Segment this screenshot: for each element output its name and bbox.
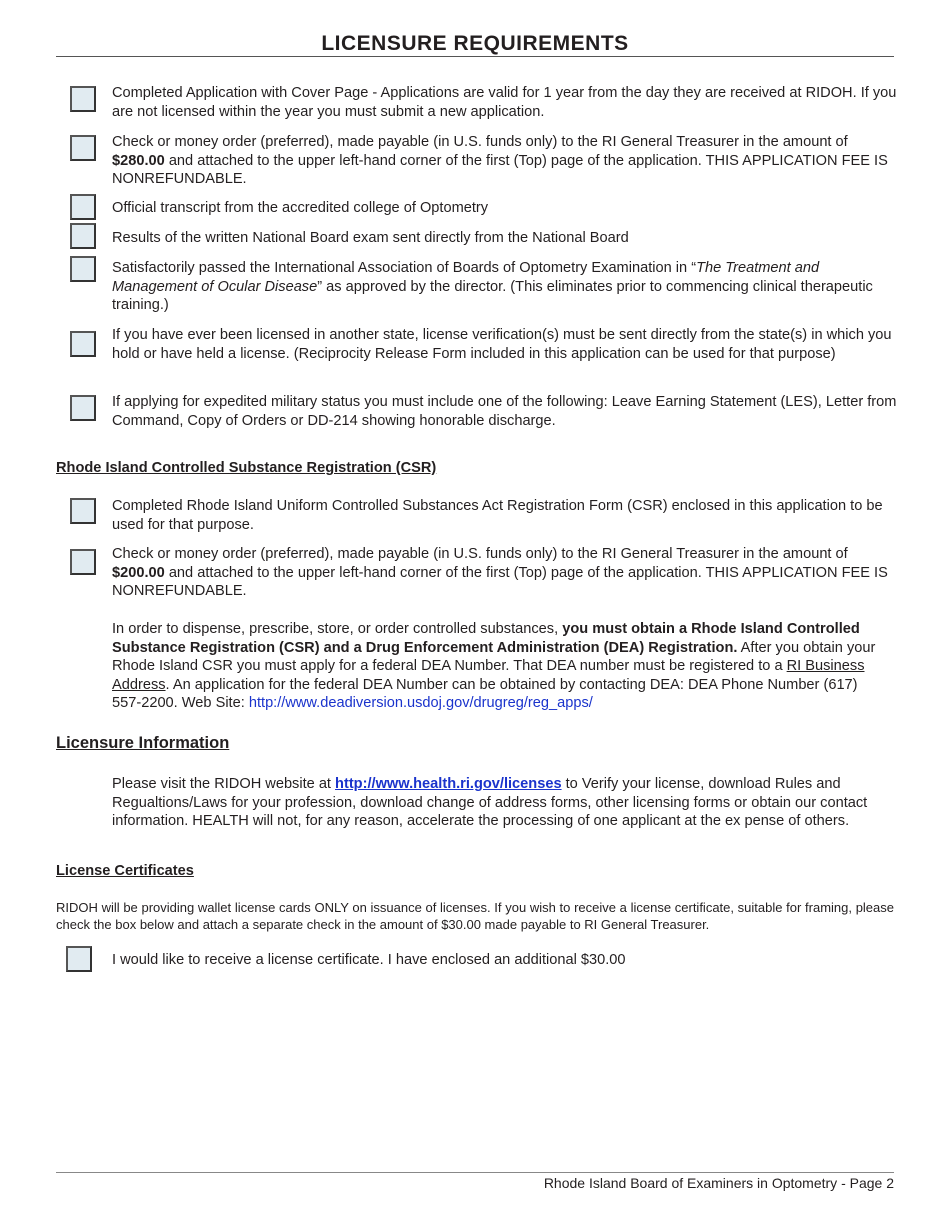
license-certificate-label: I would like to receive a license certificate. I have enclosed an additional $30.00 — [112, 952, 626, 968]
checkbox-application-fee[interactable] — [70, 135, 96, 161]
requirement-military-status: If applying for expedited military status you must include one of the following: Leave Earning Statement (LES), Letter from Command, Copy of Orders or DD-214 showing honorable discharge. — [112, 394, 897, 429]
checkbox-iab-exam[interactable] — [70, 256, 96, 282]
requirement-transcript: Official transcript from the accredited college of Optometry — [112, 200, 489, 216]
requirement-application: Completed Application with Cover Page - Applications are valid for 1 year from the day they are received at RIDOH. If you are not licensed within the year you must submit a new application. — [112, 85, 897, 120]
csr-requirement-fee: Check or money order (preferred), made payable (in U.S. funds only) to the RI General Treasurer in the amount of $200.00 and attached to the upper left-hand corner of the first (Top) page of the application. THIS APPLICATION FEE IS NONREFUNDABLE. — [112, 546, 888, 600]
checkbox-application[interactable] — [70, 86, 96, 112]
requirement-application-fee: Check or money order (preferred), made payable (in U.S. funds only) to the RI General Treasurer in the amount of $280.00 and attached to the upper left-hand corner of the first (Top) page of the application. THIS APPLICATION FEE IS NONREFUNDABLE. — [112, 134, 888, 188]
licensure-info-heading: Licensure Information — [56, 734, 230, 752]
title-divider — [56, 56, 894, 57]
checkbox-military-status[interactable] — [70, 395, 96, 421]
requirement-national-board: Results of the written National Board exam sent directly from the National Board — [112, 230, 629, 246]
checkbox-csr-form[interactable] — [70, 498, 96, 524]
ridoh-licenses-link[interactable]: http://www.health.ri.gov/licenses — [335, 776, 562, 792]
fee-amount: $280.00 — [112, 152, 165, 169]
csr-requirement-form: Completed Rhode Island Uniform Controlled Substances Act Registration Form (CSR) enclosed in this application to be used for that purpose. — [112, 498, 883, 533]
certificates-heading: License Certificates — [56, 863, 194, 879]
csr-fee-amount: $200.00 — [112, 564, 165, 581]
requirement-license-verification: If you have ever been licensed in another state, license verification(s) must be sent directly from the state(s) in which you hold or have held a license. (Reciprocity Release Form included in this application can be used for that purpose) — [112, 327, 892, 362]
checkbox-license-certificate[interactable] — [66, 946, 92, 972]
licensure-info-text: Please visit the RIDOH website at http://www.health.ri.gov/licenses to Verify your license, download Rules and Regualtions/Laws for your profession, download change of address forms, other licensing forms or obtain our contact information. HEALTH will not, for any reason, accelerate the processing of one applicant at the ex pense of others. — [112, 776, 868, 830]
footer-divider — [56, 1172, 894, 1173]
csr-dea-note: In order to dispense, prescribe, store, or order controlled substances, you must obtain a Rhode Island Controlled Substance Registration (CSR) and a Drug Enforcement Administration (DEA) Registration. After you obtain your Rhode Island CSR you must apply for a federal DEA Number. That DEA number must be registered to a RI Business Address. An application for the federal DEA Number can be obtained by contacting DEA: DEA Phone Number (617) 557-2200. Web Site: http://www.deadiversion.usdoj.gov/drugreg/reg_apps/ — [112, 621, 876, 712]
checkbox-transcript[interactable] — [70, 194, 96, 220]
csr-heading: Rhode Island Controlled Substance Registration (CSR) — [56, 460, 437, 476]
requirement-iab-exam: Satisfactorily passed the International Association of Boards of Optometry Examination in “The Treatment and Management of Ocular Disease” as approved by the director. (This eliminates prior to commencing clinical therapeutic training.) — [112, 260, 873, 314]
page-footer: Rhode Island Board of Examiners in Optometry - Page 2 — [543, 1175, 894, 1191]
checkbox-national-board[interactable] — [70, 223, 96, 249]
checkbox-csr-fee[interactable] — [70, 549, 96, 575]
checkbox-license-verification[interactable] — [70, 331, 96, 357]
dea-website-link[interactable]: http://www.deadiversion.usdoj.gov/drugreg/reg_apps/ — [248, 695, 593, 712]
certificates-text: RIDOH will be providing wallet license cards ONLY on issuance of licenses. If you wish to receive a license certificate, suitable for framing, please check the box below and attach a separate check in the amount of $30.00 made payable to RI General Treasurer. — [56, 900, 894, 932]
page-title: LICENSURE REQUIREMENTS — [321, 32, 629, 55]
